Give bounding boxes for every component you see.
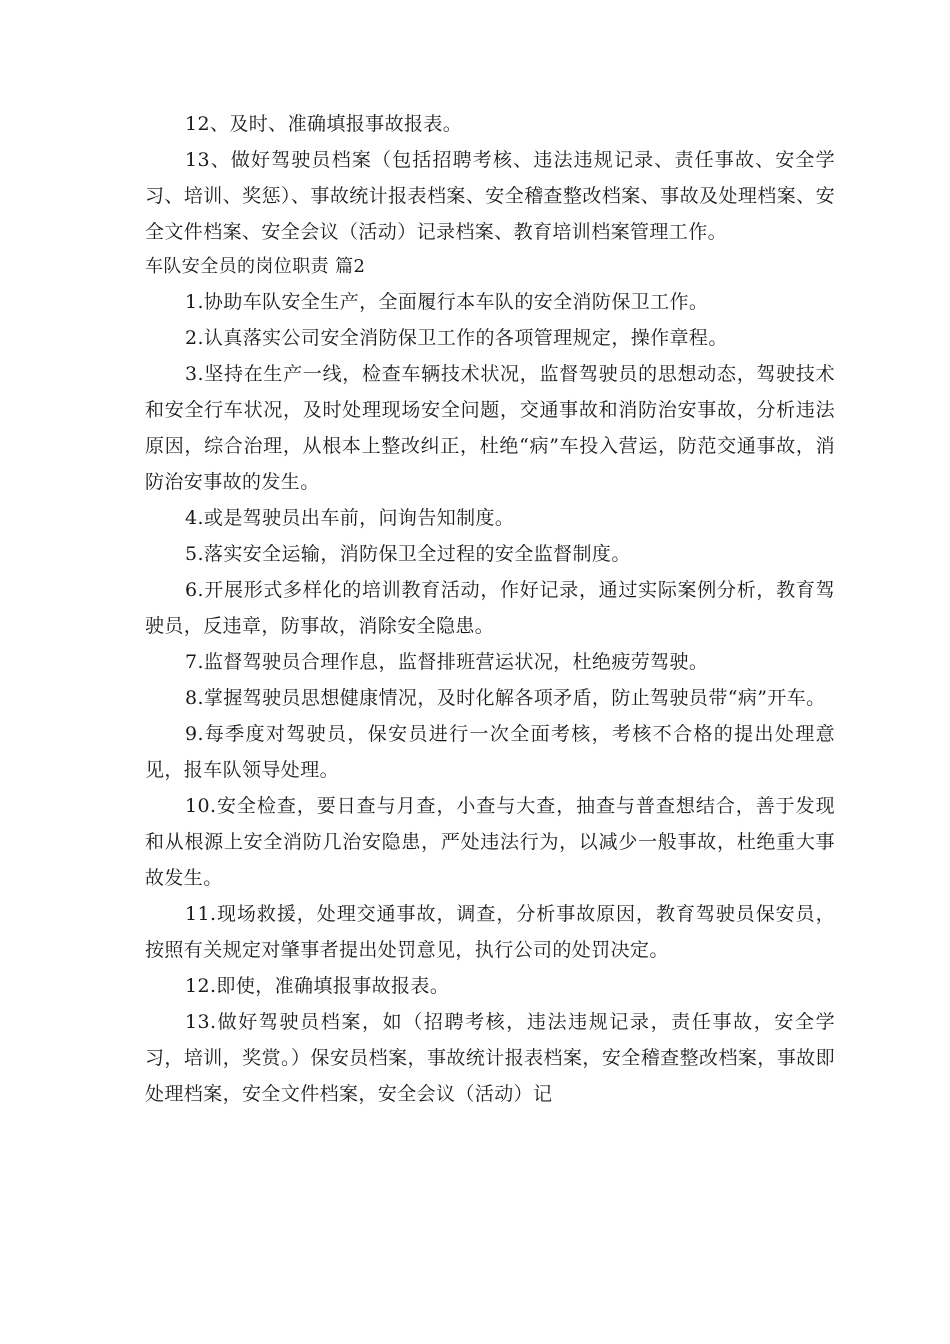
duty-item-2: 2.认真落实公司安全消防保卫工作的各项管理规定，操作章程。 <box>185 327 728 349</box>
duty-item-10: 10.安全检查，要日查与月查，小查与大查，抽查与普查想结合，善于发现和从根源上安全消防几治安隐患，严处违法行为，以减少一般事故，杜绝重大事故发生。 <box>145 795 835 889</box>
document-body <box>145 106 835 1112</box>
paragraph-item-13: 13、做好驾驶员档案（包括招聘考核、违法违规记录、责任事故、安全学习、培训、奖惩）、事故统计报表档案、安全稽查整改档案、事故及处理档案、安全文件档案、安全会议（活动）记录档案、教育培训档案管理工作。 <box>145 149 835 243</box>
duty-item-13: 13.做好驾驶员档案，如（招聘考核，违法违规记录，责任事故，安全学习，培训，奖赏。）保安员档案，事故统计报表档案，安全稽查整改档案，事故即处理档案，安全文件档案，安全会议（活动）记 <box>145 1011 835 1105</box>
duty-item-7: 7.监督驾驶员合理作息，监督排班营运状况，杜绝疲劳驾驶。 <box>185 651 709 673</box>
duty-item-12: 12.即使，准确填报事故报表。 <box>185 975 450 997</box>
duty-item-1: 1.协助车队安全生产，全面履行本车队的安全消防保卫工作。 <box>185 291 709 313</box>
duty-item-3: 3.坚持在生产一线，检查车辆技术状况，监督驾驶员的思想动态，驾驶技术和安全行车状况，及时处理现场安全问题，交通事故和消防治安事故，分析违法原因，综合治理，从根本上整改纠正，杜绝“病”车投入营运，防范交通事故，消防治安事故的发生。 <box>145 363 835 493</box>
duty-item-6: 6.开展形式多样化的培训教育活动，作好记录，通过实际案例分析，教育驾驶员，反违章，防事故，消除安全隐患。 <box>145 579 835 637</box>
duty-item-4: 4.或是驾驶员出车前，问询告知制度。 <box>185 507 515 529</box>
duty-item-5: 5.落实安全运输，消防保卫全过程的安全监督制度。 <box>185 543 631 565</box>
duty-item-9: 9.每季度对驾驶员，保安员进行一次全面考核，考核不合格的提出处理意见，报车队领导处理。 <box>145 723 835 781</box>
duty-item-8: 8.掌握驾驶员思想健康情况，及时化解各项矛盾，防止驾驶员带“病”开车。 <box>185 687 826 709</box>
duty-item-11: 11.现场救援，处理交通事故，调查，分析事故原因，教育驾驶员保安员，按照有关规定对肇事者提出处罚意见，执行公司的处罚决定。 <box>145 903 835 961</box>
paragraph-item-12: 12、及时、准确填报事故报表。 <box>185 113 463 135</box>
section-heading: 车队安全员的岗位职责 篇2 <box>145 256 366 277</box>
